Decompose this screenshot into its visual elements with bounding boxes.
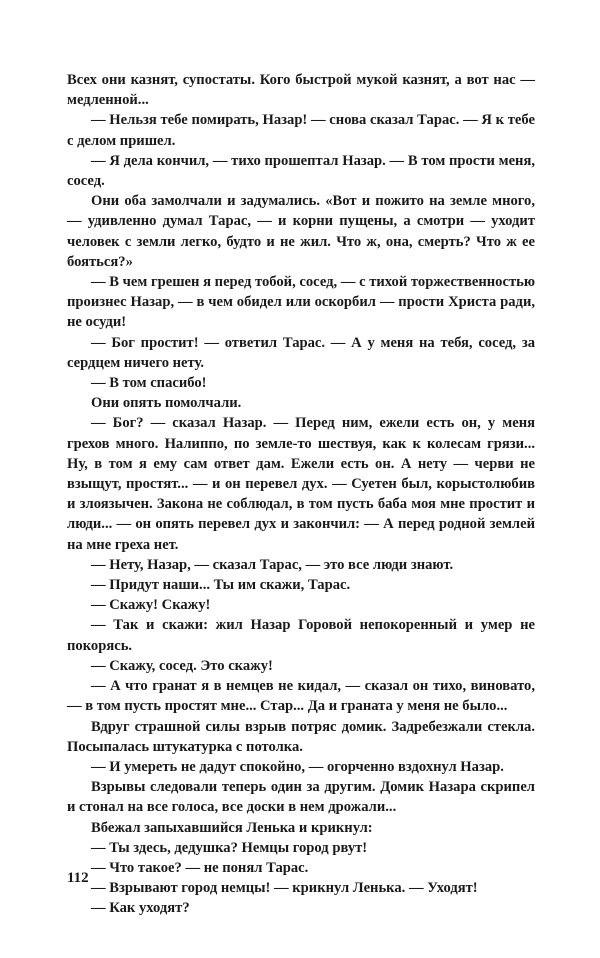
paragraph-16: — И умереть не дадут спокойно, — огорченно вздохнул Назар.: [91, 758, 504, 775]
paragraph-15: Вдруг страшной силы взрыв потряс домик. Задребезжали стекла. Посыпалась штукатурка с потолка.: [67, 718, 535, 755]
paragraph-22: — Как уходят?: [91, 900, 190, 917]
paragraph-17: Взрывы следовали теперь один за другим. Домик Назара скрипел и стонал на все голоса, все доски в нем дрожали...: [67, 779, 535, 816]
paragraph-9: — Нету, Назар, — сказал Тарас, — это все люди знают.: [91, 556, 454, 573]
paragraph-12: — Так и скажи: жил Назар Горовой непокоренный и умер не покорясь.: [67, 617, 535, 654]
paragraph-2: — Я дела кончил, — тихо прошептал Назар. — В том прости меня, сосед.: [67, 152, 535, 190]
paragraph-5: — Бог простит! — ответил Тарас. — А у меня на тебя, сосед, за сердцем ничего нету.: [67, 334, 535, 371]
paragraph-1: — Нельзя тебе помирать, Назар! — снова сказал Тарас. — Я к тебе с делом пришел.: [67, 112, 535, 149]
paragraph-3: Они оба замолчали и задумались. «Вот и пожито на земле много, — удивленно думал Тарас, — и корни пущены, а смотри — уходит человек с земли легко, будто и не жил. Что ж, она, смерть? Что ж ее бояться?»: [67, 193, 535, 270]
paragraph-19: — Ты здесь, дедушка? Немцы город рвут!: [91, 839, 368, 856]
paragraph-11: — Скажу! Скажу!: [91, 597, 211, 614]
paragraph-21: — Взрывают город немцы! — крикнул Ленька. — Уходят!: [91, 880, 478, 897]
page-number: 112: [67, 870, 89, 886]
paragraph-6: — В том спасибо!: [91, 375, 207, 392]
paragraph-14: — А что гранат я в немцев не кидал, — сказал он тихо, виновато, — в том пусть простят мне... Стар... Да и граната у меня не было...: [67, 678, 535, 715]
paragraph-7: Они опять помолчали.: [91, 395, 242, 412]
paragraph-10: — Придут наши... Ты им скажи, Тарас.: [91, 577, 351, 594]
page-text: [67, 70, 535, 919]
paragraph-8: — Бог? — сказал Назар. — Перед ним, ежели есть он, у меня грехов много. Налиппо, по земле-то шествуя, как к колесам грязи... Ну, в том я ему сам ответ дам. Ежели есть он. А нету — черви не взыщут, простят... — и он перевел дух. — Суетен был, корыстолюбив и злоязычен. Закона не соблюдал, в том пусть баба моя мне простит и люди... — он опять перевел дух и закончил: — А перед родной землей на мне греха нет.: [67, 415, 535, 553]
paragraph-0: Всех они казнят, супостаты. Кого быстрой мукой казнят, а вот нас — медленной...: [67, 72, 535, 109]
paragraph-20: — Что такое? — не понял Тарас.: [91, 859, 309, 876]
paragraph-4: — В чем грешен я перед тобой, сосед, — с тихой торжественностью произнес Назар, — в чем обидел или оскорбил — прости Христа ради, не осуди!: [67, 274, 535, 331]
paragraph-13: — Скажу, сосед. Это скажу!: [91, 657, 273, 674]
paragraph-18: Вбежал запыхавшийся Ленька и крикнул:: [91, 819, 373, 836]
